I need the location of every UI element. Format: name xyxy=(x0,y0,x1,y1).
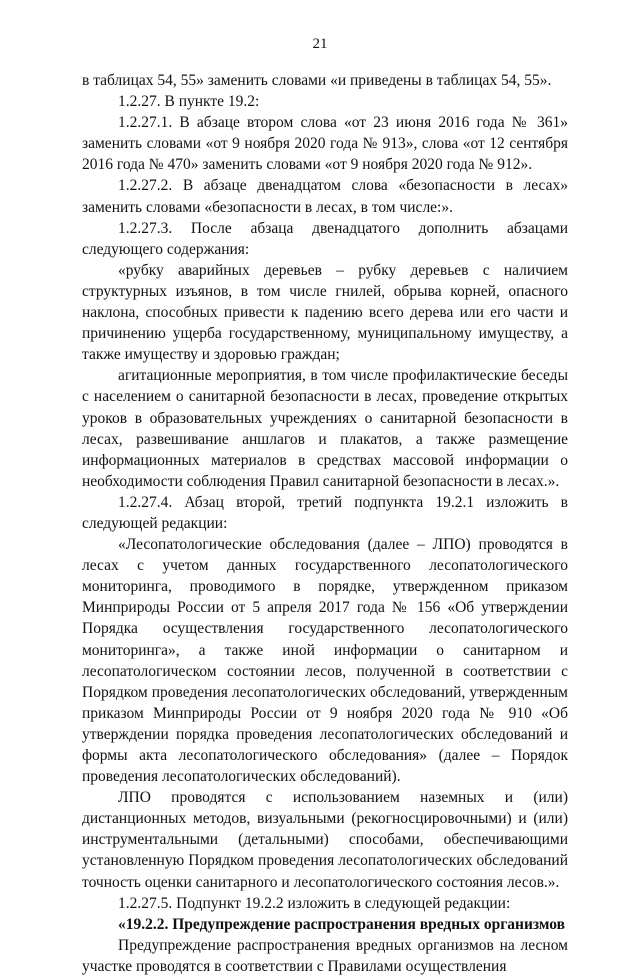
paragraph: 1.2.27. В пункте 19.2: xyxy=(118,93,260,111)
page-number: 21 xyxy=(312,36,328,52)
paragraph: в таблицах 54, 55» заменить словами «и приведены в таблицах 54, 55». xyxy=(82,72,552,89)
section-heading: «19.2.2. Предупреждение распространения вредных организмов xyxy=(118,915,566,933)
paragraph: 1.2.27.4. Абзац второй, третий подпункта 19.2.1 изложить в следующей редакции: xyxy=(82,493,568,532)
paragraph: «рубку аварийных деревьев – рубку деревьев с наличием структурных изъянов, в том числе гнилей, обрыва корней, опасного наклона, способных привести к падению всего дерева или его части и причинению ущерба государственному, муниципальному имуществу, а также имуществу и здоровью граждан; xyxy=(82,261,568,364)
paragraph: 1.2.27.5. Подпункт 19.2.2 изложить в следующей редакции: xyxy=(118,894,511,912)
paragraph: агитационные мероприятия, в том числе профилактические беседы с населением о санитарной безопасности в лесах, проведение открытых уроков в образовательных учреждениях о санитарной безопасности в лесах, развешивание аншлагов и плакатов, а также размещение информационных материалов в средствах массовой информации о необходимости соблюдения Правил санитарной безопасности в лесах.». xyxy=(82,367,568,490)
document-body xyxy=(82,70,568,977)
paragraph: 1.2.27.2. В абзаце двенадцатом слова «безопасности в лесах» заменить словами «безопасности в лесах, в том числе:». xyxy=(82,177,568,216)
paragraph: 1.2.27.3. После абзаца двенадцатого дополнить абзацами следующего содержания: xyxy=(82,219,568,258)
paragraph: 1.2.27.1. В абзаце втором слова «от 23 июня 2016 года № 361» заменить словами «от 9 ноября 2020 года № 913», слова «от 12 сентября 2016 года № 470» заменить словами «от 9 ноября 2020 года № 912». xyxy=(82,114,568,174)
paragraph: ЛПО проводятся с использованием наземных и (или) дистанционных методов, визуальными (рекогносцировочными) и (или) инструментальными (детальными) способами, обеспечивающими установленную Порядком проведения лесопатологических обследований точность оценки санитарного и лесопатологического состояния лесов.». xyxy=(82,789,568,891)
paragraph: «Лесопатологические обследования (далее – ЛПО) проводятся в лесах с учетом данных государственного лесопатологического мониторинга, проводимого в порядке, утвержденном приказом Минприроды России от 5 апреля 2017 года № 156 «Об утверждении Порядка осуществления государственного лесопатологического мониторинга», а также иной информации о санитарном и лесопатологическом состоянии лесов, полученной в соответствии с Порядком проведения лесопатологических обследований, утвержденным приказом Минприроды России от 9 ноября 2020 года № 910 «Об утверждении порядка проведения лесопатологических обследований и формы акта лесопатологического обследования» (далее – Порядок проведения лесопатологических обследований). xyxy=(82,536,568,786)
paragraph: Предупреждение распространения вредных организмов на лесном участке проводятся в соответствии с Правилами осуществления xyxy=(82,936,568,975)
